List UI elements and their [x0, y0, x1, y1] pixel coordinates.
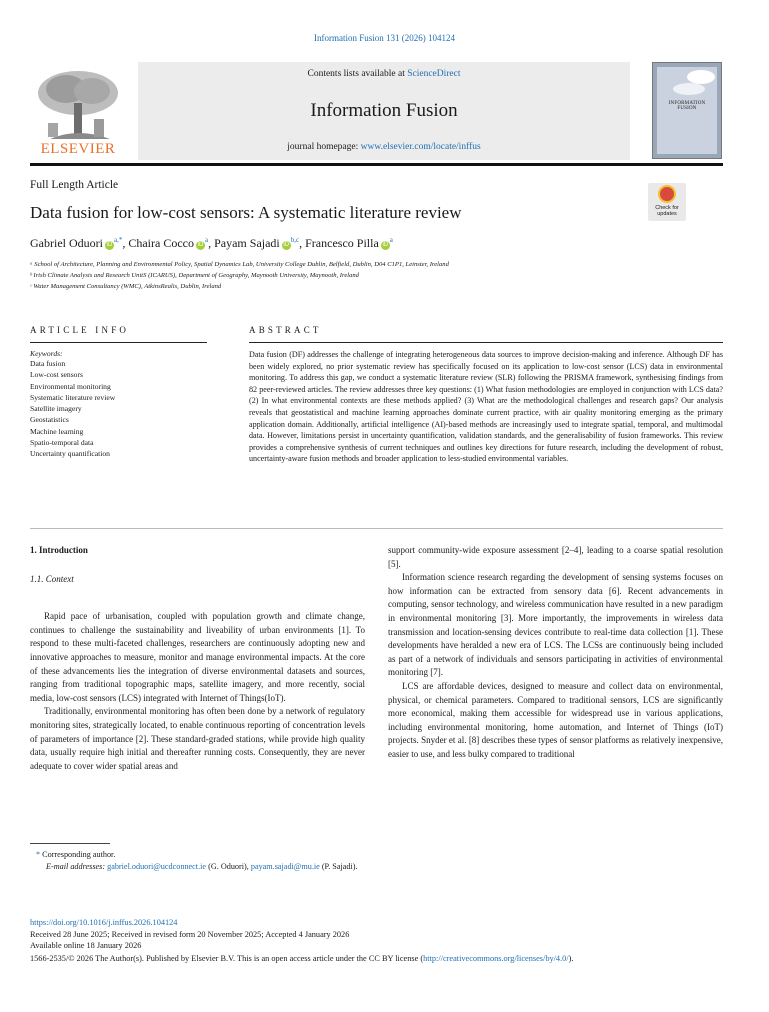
subsection-heading: 1.1. Context: [30, 573, 74, 584]
keyword-item: Data fusion: [30, 359, 66, 368]
author-name[interactable]: Gabriel Oduori: [30, 236, 103, 250]
keyword-item: Machine learning: [30, 426, 84, 436]
homepage-link[interactable]: www.elsevier.com/locate/inffus: [360, 142, 481, 152]
email-label: E-mail addresses:: [46, 862, 106, 871]
check-updates-icon: [658, 185, 676, 203]
abstract-heading: ABSTRACT: [249, 325, 322, 335]
journal-cover[interactable]: [652, 62, 722, 159]
article-title: Data fusion for low-cost sensors: A systematic literature review: [30, 203, 462, 222]
abstract-text: Data fusion (DF) addresses the challenge of integrating heterogeneous data sources to improve decision-making and inference. Although DF has been widely explored, no prior systematic review has specifically focused on its application to low-cost sensor (LCS) data in environmental monitoring. To address this gap, we conduct a systematic literature review (SLR) following the PRISMA framework, synthesising findings from 82 peer-reviewed articles. The review addresses three key questions: (1) What fusion methodologies are employed in conjunction with LCS data? (2) In what environmental contexts are these methods applied? (3) What are the methodological challenges and research gaps? Our analysis reveals that geostatistical and machine learning approaches dominate current practice, with air quality monitoring emerging as the primary application domain. Additionally, artificial intelligence (AI)-based methods are increasingly used to integrate spatial, temporal, and multimodal data. However, limitations persist in uncertainty quantification, validation standards, and the generalisability of fusion frameworks. This review provides a comprehensive synthesis of current techniques and outlines key directions for future research, including the development of robust, uncertainty-aware fusion methods and broader application to less-studied environmental variables.: [249, 350, 723, 464]
footnote-rule: [30, 843, 110, 844]
author-list: Gabriel Oduori $iD^{a,*}$, Chaira Cocco $iD^a$, Payam Sajadi iD$^{b,c}$, Francesco Pilla $iD^a$: [30, 236, 393, 250]
sciencedirect-link[interactable]: ScienceDirect: [407, 69, 461, 79]
author-affil-sup[interactable]: a: [389, 236, 393, 244]
orcid-icon[interactable]: iD: [283, 242, 290, 248]
orcid-icon[interactable]: iD: [197, 242, 204, 248]
section-heading: 1. Introduction: [30, 545, 88, 555]
affiliation-a: ᵃ School of Architecture, Planning and Environmental Policy, Spatial Dynamics Lab, University College Dublin, Belfield, Dublin, D04 C1P1, Leinster, Ireland: [30, 261, 449, 268]
check-updates-label: Check for updates: [655, 205, 679, 217]
journal-title: Information Fusion: [310, 100, 458, 121]
keyword-item: Satellite imagery: [30, 404, 82, 414]
body-paragraph: Traditionally, environmental monitoring has often been done by a network of regulatory monitoring sites, strategically located, to enable continuous reporting of concentration levels of parameters of importance [2]. These standard-graded stations, while provide high quality data, usually require high initial and thereafter running costs. Consequently, they are never adequate to cover wider spatial areas and: [30, 706, 365, 771]
journal-banner-center: [138, 62, 630, 160]
author-affil-sup[interactable]: a: [205, 236, 209, 244]
body-right-column: [388, 544, 723, 762]
author-name[interactable]: Chaira Cocco: [128, 236, 194, 250]
received-dates: Received 28 June 2025; Received in revised form 20 November 2025; Accepted 4 January 2026: [30, 930, 350, 939]
affiliation-c: ᶜ Water Management Consultancy (WMC), AtkinsRealis, Dublin, Ireland: [30, 283, 222, 290]
author-name[interactable]: Payam Sajadi: [214, 236, 280, 250]
check-for-updates-button[interactable]: [648, 183, 686, 221]
keywords-label: Keywords:: [30, 349, 63, 358]
abstract-rule: [249, 342, 723, 343]
cover-art-icon: [657, 67, 717, 97]
journal-banner: [30, 62, 723, 160]
contents-line: Contents lists available at ScienceDirect: [307, 69, 461, 79]
body-left-column: [30, 544, 365, 773]
keyword-item: Spatio-temporal data: [30, 438, 94, 448]
tree-icon: [30, 67, 126, 145]
article-type: Full Length Article: [30, 179, 119, 191]
body-paragraph: LCS are affordable devices, designed to measure and collect data on environmental, physical, or chemical parameters. Compared to traditional sensors, LCS are significantly more economical, making them accessible for widespread use in various applications, including environmental monitoring, home automation, and Internet of Things (IoT) projects. Snyder et al. [8] describes these types of sensor platforms as relatively inexpensive, easier to use, and less bulky compared to traditional: [388, 680, 723, 759]
article-info-heading: ARTICLE INFO: [30, 325, 130, 335]
email-link-oduori[interactable]: gabriel.oduori@ucdconnect.ie: [107, 862, 207, 871]
doi-link[interactable]: https://doi.org/10.1016/j.inffus.2026.104124: [30, 918, 178, 927]
keyword-item: Low-cost sensors: [30, 370, 83, 380]
keyword-item: Geostatistics: [30, 415, 69, 425]
corresponding-mark: *: [36, 850, 41, 859]
body-paragraph: Rapid pace of urbanisation, coupled with population growth and climate change, continues to challenge the sustainability and liveability of urban environments [1]. To respond to these multi-faceted challenges, researchers are continuously adopting new and innovative approaches to measure, monitor and manage environmental impacts. At the core of these advancements lies the integration of diverse environmental datasets and sources, ranging from traditional topographic maps, satellite imagery, and more recently, social media, low-cost sensors (LCS) integrated with Internet of Things(IoT).: [30, 611, 365, 703]
keyword-item: Uncertainty quantification: [30, 449, 110, 459]
email-footnote: E-mail addresses: gabriel.oduori@ucdconnect.ie (G. Oduori), payam.sajadi@mu.ie (P. Sajadi).: [46, 862, 358, 871]
license-line: 1566-2535/© 2026 The Author(s). Published by Elsevier B.V. This is an open access article under the CC BY license (http://creativecommons.org/licenses/by/4.0/).: [30, 954, 574, 963]
body-paragraph: Information science research regarding the development of sensing systems focuses on how information can be extracted from sensory data [6]. Recent advancements in computing, sensor technology, and wireless communication have resulted in a new paradigm in environmental monitoring [3]. More importantly, the improvements in wireless data transmission and location-sensing devices contribute to real-time data collection [1]. These developments have heralded a new era of LCS. The LCSs are continuously being included as part of a network of individuals and sensors participating in activities of environmental monitoring [7].: [388, 572, 723, 678]
keywords-block: [30, 349, 210, 460]
journal-reference[interactable]: Information Fusion 131 (2026) 104124: [314, 33, 455, 43]
affiliation-b: ᵇ Irish Climate Analysis and Research UnitS (ICARUS), Department of Geography, Maynooth University, Maynooth, Ireland: [30, 272, 359, 279]
author-name[interactable]: Francesco Pilla: [305, 236, 379, 250]
email-link-sajadi[interactable]: payam.sajadi@mu.ie: [250, 862, 320, 871]
online-date: Available online 18 January 2026: [30, 941, 142, 950]
author-affil-sup[interactable]: b,c: [290, 236, 300, 244]
abstract-bottom-rule: [30, 528, 723, 529]
keyword-item: Systematic literature review: [30, 392, 116, 402]
body-paragraph: support community-wide exposure assessment [2–4], leading to a coarse spatial resolution [5].: [388, 545, 723, 569]
header-rule: [30, 163, 723, 166]
article-info-rule: [30, 342, 207, 343]
orcid-icon[interactable]: iD: [106, 242, 113, 248]
elsevier-wordmark: ELSEVIER: [40, 141, 116, 157]
homepage-line: journal homepage: www.elsevier.com/locate/inffus: [287, 142, 481, 152]
keyword-item: Environmental monitoring: [30, 381, 111, 391]
author-affil-sup[interactable]: a,*: [113, 236, 123, 244]
orcid-icon[interactable]: iD: [382, 242, 389, 248]
cover-title: INFORMATION FUSION: [668, 101, 706, 111]
license-link[interactable]: http://creativecommons.org/licenses/by/4.0/: [423, 954, 569, 963]
corresponding-footnote: * Corresponding author.: [36, 850, 116, 859]
